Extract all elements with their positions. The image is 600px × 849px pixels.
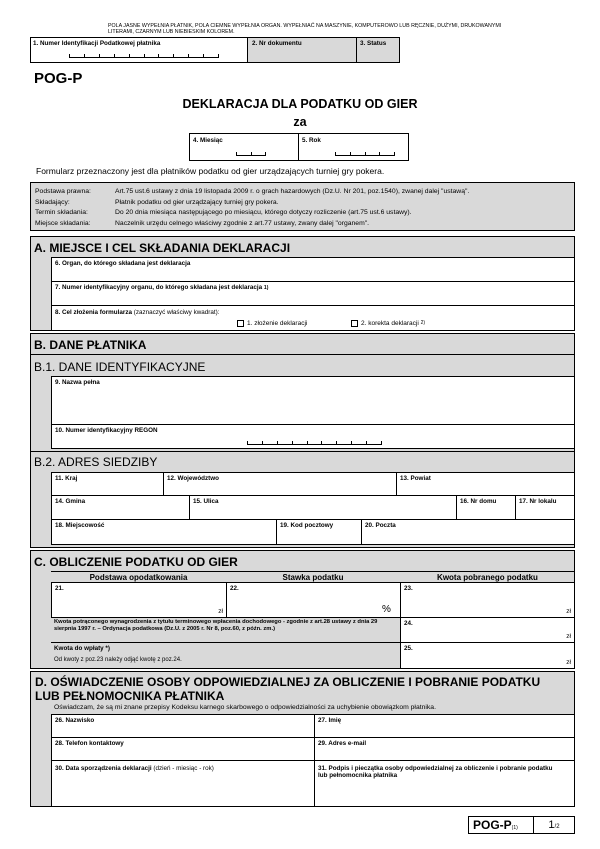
info-key: Miejsce składania:: [35, 219, 91, 227]
info-value: Naczelnik urzędu celnego właściwy zgodnie z art.77 ustawy, zwany dalej "organem".: [115, 219, 370, 227]
street-label: 15. Ulica: [193, 498, 219, 505]
info-key: Termin składania:: [35, 209, 88, 217]
amount-due-field[interactable]: [400, 642, 575, 669]
percent-unit: %: [382, 604, 391, 615]
footer-box: [468, 816, 575, 834]
col-tax-rate: Stawka podatku: [282, 573, 344, 582]
signature-field[interactable]: [314, 760, 575, 807]
country-field[interactable]: [51, 472, 164, 496]
footer-code-text: POG-P: [473, 818, 512, 832]
option-correction-label: 2. korekta deklaracji: [361, 320, 419, 328]
section-a: [30, 236, 575, 331]
info-value: Do 20 dnia miesiąca następującego po miesiącu, którego dotyczy rozliczenie (art.75 ust.6 ustawy).: [115, 209, 412, 217]
apartment-number-label: 17. Nr lokalu: [519, 498, 557, 505]
surname-field[interactable]: [51, 714, 315, 738]
currency-unit: zł: [566, 608, 571, 615]
nip-field[interactable]: [31, 38, 248, 62]
field-24-label: 24.: [404, 620, 413, 627]
info-key: Składający:: [35, 198, 70, 206]
city-label: 18. Miejscowość: [55, 522, 105, 529]
col-tax-base: Podstawa opodatkowania: [89, 573, 188, 582]
country-label: 11. Kraj: [55, 475, 78, 482]
year-comb[interactable]: [335, 152, 395, 156]
field-21-label: 21.: [55, 585, 64, 592]
checkbox[interactable]: [237, 320, 244, 327]
regon-label: 10. Numer identyfikacyjny REGON: [55, 427, 158, 434]
regon-field[interactable]: [51, 424, 575, 449]
first-name-label: 27. Imię: [318, 717, 342, 724]
section-b: [30, 333, 575, 548]
month-comb[interactable]: [236, 152, 266, 156]
page-title: DEKLARACJA DLA PODATKU OD GIER: [182, 97, 418, 111]
form-code: POG-P: [34, 70, 83, 87]
voivodeship-label: 12. Województwo: [167, 475, 220, 482]
section-c-title: C. OBLICZENIE PODATKU OD GIER: [34, 555, 238, 569]
doc-number-label: 2. Nr dokumentu: [252, 40, 302, 47]
section-c: [30, 550, 575, 669]
currency-unit: zł: [566, 633, 571, 640]
first-name-field[interactable]: [314, 714, 575, 738]
apartment-number-field[interactable]: [515, 495, 575, 520]
organ-id-text: 7. Numer identyfikacyjny organu, do którego składana jest deklaracja: [55, 284, 263, 291]
full-name-field[interactable]: [51, 376, 575, 425]
email-field[interactable]: [314, 737, 575, 761]
field-22-label: 22.: [230, 585, 239, 592]
intro-text: Formularz przeznaczony jest dla płatników podatku od gier urządzających turniej gry pokera.: [36, 166, 385, 176]
deduction-description: Kwota potrąconego wynagrodzenia z tytułu terminowego wpłacenia dochodowego - zgodnie z art.28 ustawy z dnia 29 sierpnia 1997 r. – Ordynacja podatkowa (Dz.U. z 2005 r. Nr 8, poz.60, z późn. zm.): [54, 619, 378, 632]
period-box: [189, 133, 409, 161]
house-number-label: 16. Nr domu: [460, 498, 497, 505]
post-office-field[interactable]: [361, 519, 575, 545]
email-label: 29. Adres e-mail: [318, 740, 367, 747]
checkbox[interactable]: [351, 320, 358, 327]
deduction-field[interactable]: [400, 617, 575, 643]
info-keys: [35, 187, 91, 229]
year-label: 5. Rok: [302, 137, 321, 144]
nip-comb: [69, 54, 219, 58]
tax-base-field[interactable]: [51, 582, 227, 618]
info-block: [30, 182, 575, 231]
regon-comb: [247, 441, 382, 445]
organ-field[interactable]: [51, 257, 575, 282]
statement-text: Oświadczam, że są mi znane przepisy Kodeksu karnego skarbowego o odpowiedzialności za uchybienie obowiązkom płatnika.: [54, 704, 436, 711]
info-values: [115, 187, 469, 229]
month-label: 4. Miesiąc: [193, 137, 223, 144]
currency-unit: zł: [218, 608, 223, 615]
date-text: 30. Data sporządzenia deklaracji: [55, 765, 152, 772]
option-correction[interactable]: [351, 320, 425, 327]
section-a-title: A. MIEJSCE I CEL SKŁADANIA DEKLARACJI: [34, 241, 291, 255]
county-label: 13. Powiat: [400, 475, 431, 482]
street-field[interactable]: [189, 495, 457, 520]
post-office-label: 20. Poczta: [365, 522, 396, 529]
postal-code-field[interactable]: [276, 519, 362, 545]
page-total: /2: [554, 824, 560, 830]
info-key: Podstawa prawna:: [35, 188, 91, 195]
footnote-2: 2): [420, 320, 426, 326]
organ-id-field[interactable]: [51, 281, 575, 306]
voivodeship-field[interactable]: [163, 472, 397, 496]
commune-field[interactable]: [51, 495, 190, 520]
date-label: [55, 765, 214, 772]
county-field[interactable]: [396, 472, 575, 496]
phone-field[interactable]: [51, 737, 315, 761]
nip-label: 1. Numer Identyfikacji Podatkowej płatnika: [33, 40, 161, 47]
header-fields: [30, 37, 400, 63]
phone-label: 28. Telefon kontaktowy: [55, 740, 124, 747]
status-label: 3. Status: [360, 40, 387, 47]
col-tax-collected: Kwota pobranego podatku: [437, 573, 538, 582]
footer-version: (1): [511, 825, 518, 831]
section-d-title: D. OŚWIADCZENIE OSOBY ODPOWIEDZIALNEJ ZA OBLICZENIE I POBRANIE PODATKU LUB PEŁNOMOCNIKA PŁATNIKA: [35, 675, 541, 703]
footer-page: [534, 817, 574, 833]
section-b1-title: B.1. DANE IDENTYFIKACYJNE: [34, 360, 206, 374]
city-field[interactable]: [51, 519, 277, 545]
tax-collected-field[interactable]: [400, 582, 575, 618]
info-value: Płatnik podatku od gier urządzający turniej gry pokera.: [115, 198, 279, 206]
postal-code-label: 19. Kod pocztowy: [280, 522, 334, 529]
purpose-field: [51, 305, 575, 331]
field-25-label: 25.: [404, 645, 413, 652]
date-hint: (dzień - miesiąc - rok): [153, 765, 214, 772]
info-value: Art.75 ust.6 ustawy z dnia 19 listopada 2009 r. o grach hazardowych (Dz.U. Nr 201, poz.1540), zwanej dalej "ustawą".: [115, 188, 470, 195]
purpose-text: 8. Cel złożenia formularza: [55, 309, 132, 316]
za-label: za: [293, 115, 307, 129]
section-b2-title: B.2. ADRES SIEDZIBY: [34, 455, 158, 469]
page-number: 1: [548, 819, 555, 831]
tax-rate-field[interactable]: [226, 582, 401, 618]
house-number-field[interactable]: [456, 495, 516, 520]
commune-label: 14. Gmina: [55, 498, 86, 505]
footnote-1: 1): [263, 285, 269, 291]
surname-label: 26. Nazwisko: [55, 717, 95, 724]
section-b-title: B. DANE PŁATNIKA: [34, 338, 147, 352]
currency-unit: zł: [566, 659, 571, 666]
footer-code: [469, 817, 534, 833]
signature-label: 31. Podpis i pieczątka osoby odpowiedzialnej za obliczenie i pobranie podatku lub pełnomocnika płatnika: [318, 765, 553, 780]
option-submission-label: 1. złożenie deklaracji: [247, 320, 308, 328]
organ-id-label: [55, 284, 268, 292]
organ-label: 6. Organ, do którego składana jest deklaracja: [55, 260, 191, 267]
section-d: [30, 671, 575, 807]
option-submission[interactable]: [237, 320, 307, 327]
purpose-hint: (zaznaczyć właściwy kwadrat):: [133, 309, 220, 316]
amount-due-label: Kwota do wpłaty *): [54, 645, 110, 652]
full-name-label: 9. Nazwa pełna: [55, 379, 100, 386]
amount-due-hint: Od kwoty z poz.23 należy odjąć kwotę z poz.24.: [54, 657, 182, 663]
purpose-label: [55, 309, 219, 316]
field-23-label: 23.: [404, 585, 413, 592]
date-field[interactable]: [51, 760, 315, 807]
top-instruction: POLA JASNE WYPEŁNIA PŁATNIK, POLA CIEMNE WYPEŁNIA ORGAN. WYPEŁNIAĆ NA MASZYNIE, KOMPUTEROWO LUB RĘCZNIE, DUŻYMI, DRUKOWANYMI LITERAMI, CZARNYM LUB NIEBIESKIM KOLOREM.: [108, 23, 502, 36]
